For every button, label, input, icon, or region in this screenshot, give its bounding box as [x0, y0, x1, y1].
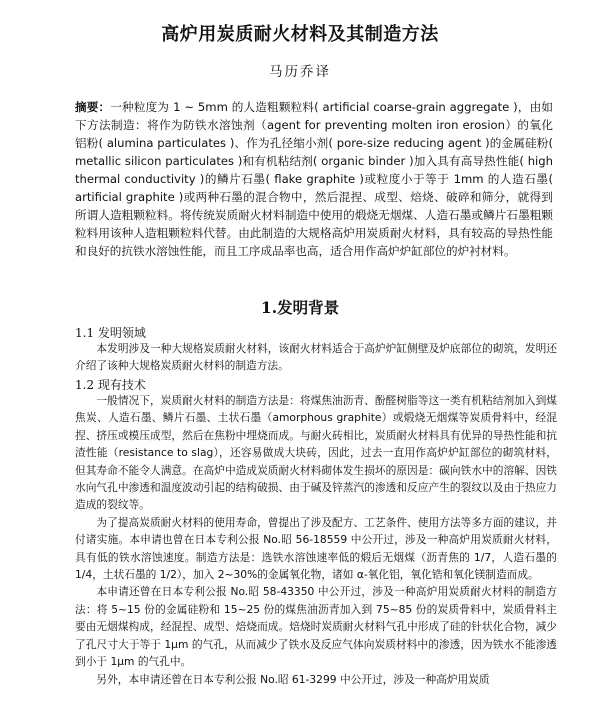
- paper-title: 高炉用炭质耐火材料及其制造方法: [161, 24, 439, 45]
- abstract-label: 摘要：: [75, 100, 111, 114]
- section-heading: 1.发明背景: [260, 298, 340, 317]
- paragraph: 本发明涉及一种大规格炭质耐火材料，该耐火材料适合于高炉炉缸侧壁及炉底部位的砌筑，发明还介绍了该种大规格炭质耐火材料的制造方法。: [75, 342, 557, 373]
- paragraph: 本申请还曾在日本专利公报 No.昭 58-43350 中公开过，涉及一种高炉用炭质耐火材料的制造方法：将 5~15 份的金属硅粉和 15~25 份的煤焦油沥青加入到 75~85 份的炭质骨料中，炭质骨料主要由无烟煤构成，经混捏、成型、焙烧而成。焙烧时炭质耐火材料气孔中形成了硅的针状化合物，减少了孔尺寸大于等于 1μm 的气孔，从而减少了铁水及反应气体向炭质材料中的渗透，因为铁水不能渗透到小于 1μm 的气孔中。: [75, 585, 557, 669]
- abstract-text: 一种粒度为 1 ~ 5mm 的人造粗颗粒料( artificial coarse-grain aggregate )，由如下方法制造：将作为防铁水溶蚀剂（agent for preventing molten iron erosion）的氧化铝粉( alumina particulates )、作为孔径缩小剂( pore-size reducing agent )的金属硅粉( metallic silicon particulates )和有机粘结剂( organic binder )加入具有高导热性能( high thermal conductivity )的鳞片石墨( flake graphite )或粒度小于等于 1mm 的人造石墨( artificial graphite )或两种石墨的混合物中，然后混捏、成型、焙烧、破碎和筛分，就得到所谓人造粗颗粒料。将传统炭质耐火材料制造中使用的煅烧无烟煤、人造石墨或鳞片石墨粗颗粒料用该种人造粗颗粒料代替。由此制造的大规格高炉用炭质耐火材料，具有较高的导热性能和良好的抗铁水溶蚀性能，而且工序成品率也高，适合用作高炉炉缸部位的炉衬材料。: [75, 100, 553, 258]
- subsection-heading-field: 1.1 发明领域: [75, 326, 146, 340]
- prior-art-body: [75, 392, 557, 688]
- paragraph: 为了提高炭质耐火材料的使用寿命，曾提出了涉及配方、工艺条件、使用方法等多方面的建议，并付诸实施。本申请也曾在日本专利公报 No.昭 56-18559 中公开过，涉及一种高炉用炭质耐火材料，具有低的铁水溶蚀速度。制造方法是：选铁水溶蚀速率低的煅后无烟煤（沥青焦的 1/7，人造石墨的 1/4，土状石墨的 1/2），加入 2~30%的金属氧化物，诸如 α-氧化铝，氧化锆和氧化镁制造而成。: [75, 515, 557, 582]
- paragraph: 另外，本申请还曾在日本专利公报 No.昭 61-3299 中公开过，涉及一种高炉用炭质: [96, 672, 490, 686]
- subsection-heading-prior-art: 1.2 现有技术: [75, 378, 146, 392]
- field-body: [75, 340, 557, 375]
- abstract: [75, 98, 553, 260]
- author-line: 马历乔译: [269, 64, 331, 80]
- paragraph: 一般情况下，炭质耐火材料的制造方法是：将煤焦油沥青、酚醛树脂等这一类有机粘结剂加入到煤焦炭、人造石墨、鳞片石墨、土状石墨（amorphous graphite）或煅烧无烟煤等炭质骨料中，经混捏、挤压或模压成型，然后在焦粉中埋烧而成。与耐火砖相比，炭质耐火材料具有优异的导热性能和抗渣性能（resistance to slag），还容易做成大块砖，因此，过去一直用作高炉炉缸部位的砌筑材料，但其寿命不能令人满意。在高炉中造成炭质耐火材料砌体发生损坏的原因是：碳向铁水中的溶解、因铁水向气孔中渗透和温度波动引起的结构破损、由于碱及锌蒸汽的渗透和反应产生的裂纹以及由于热应力造成的裂纹等。: [75, 394, 557, 512]
